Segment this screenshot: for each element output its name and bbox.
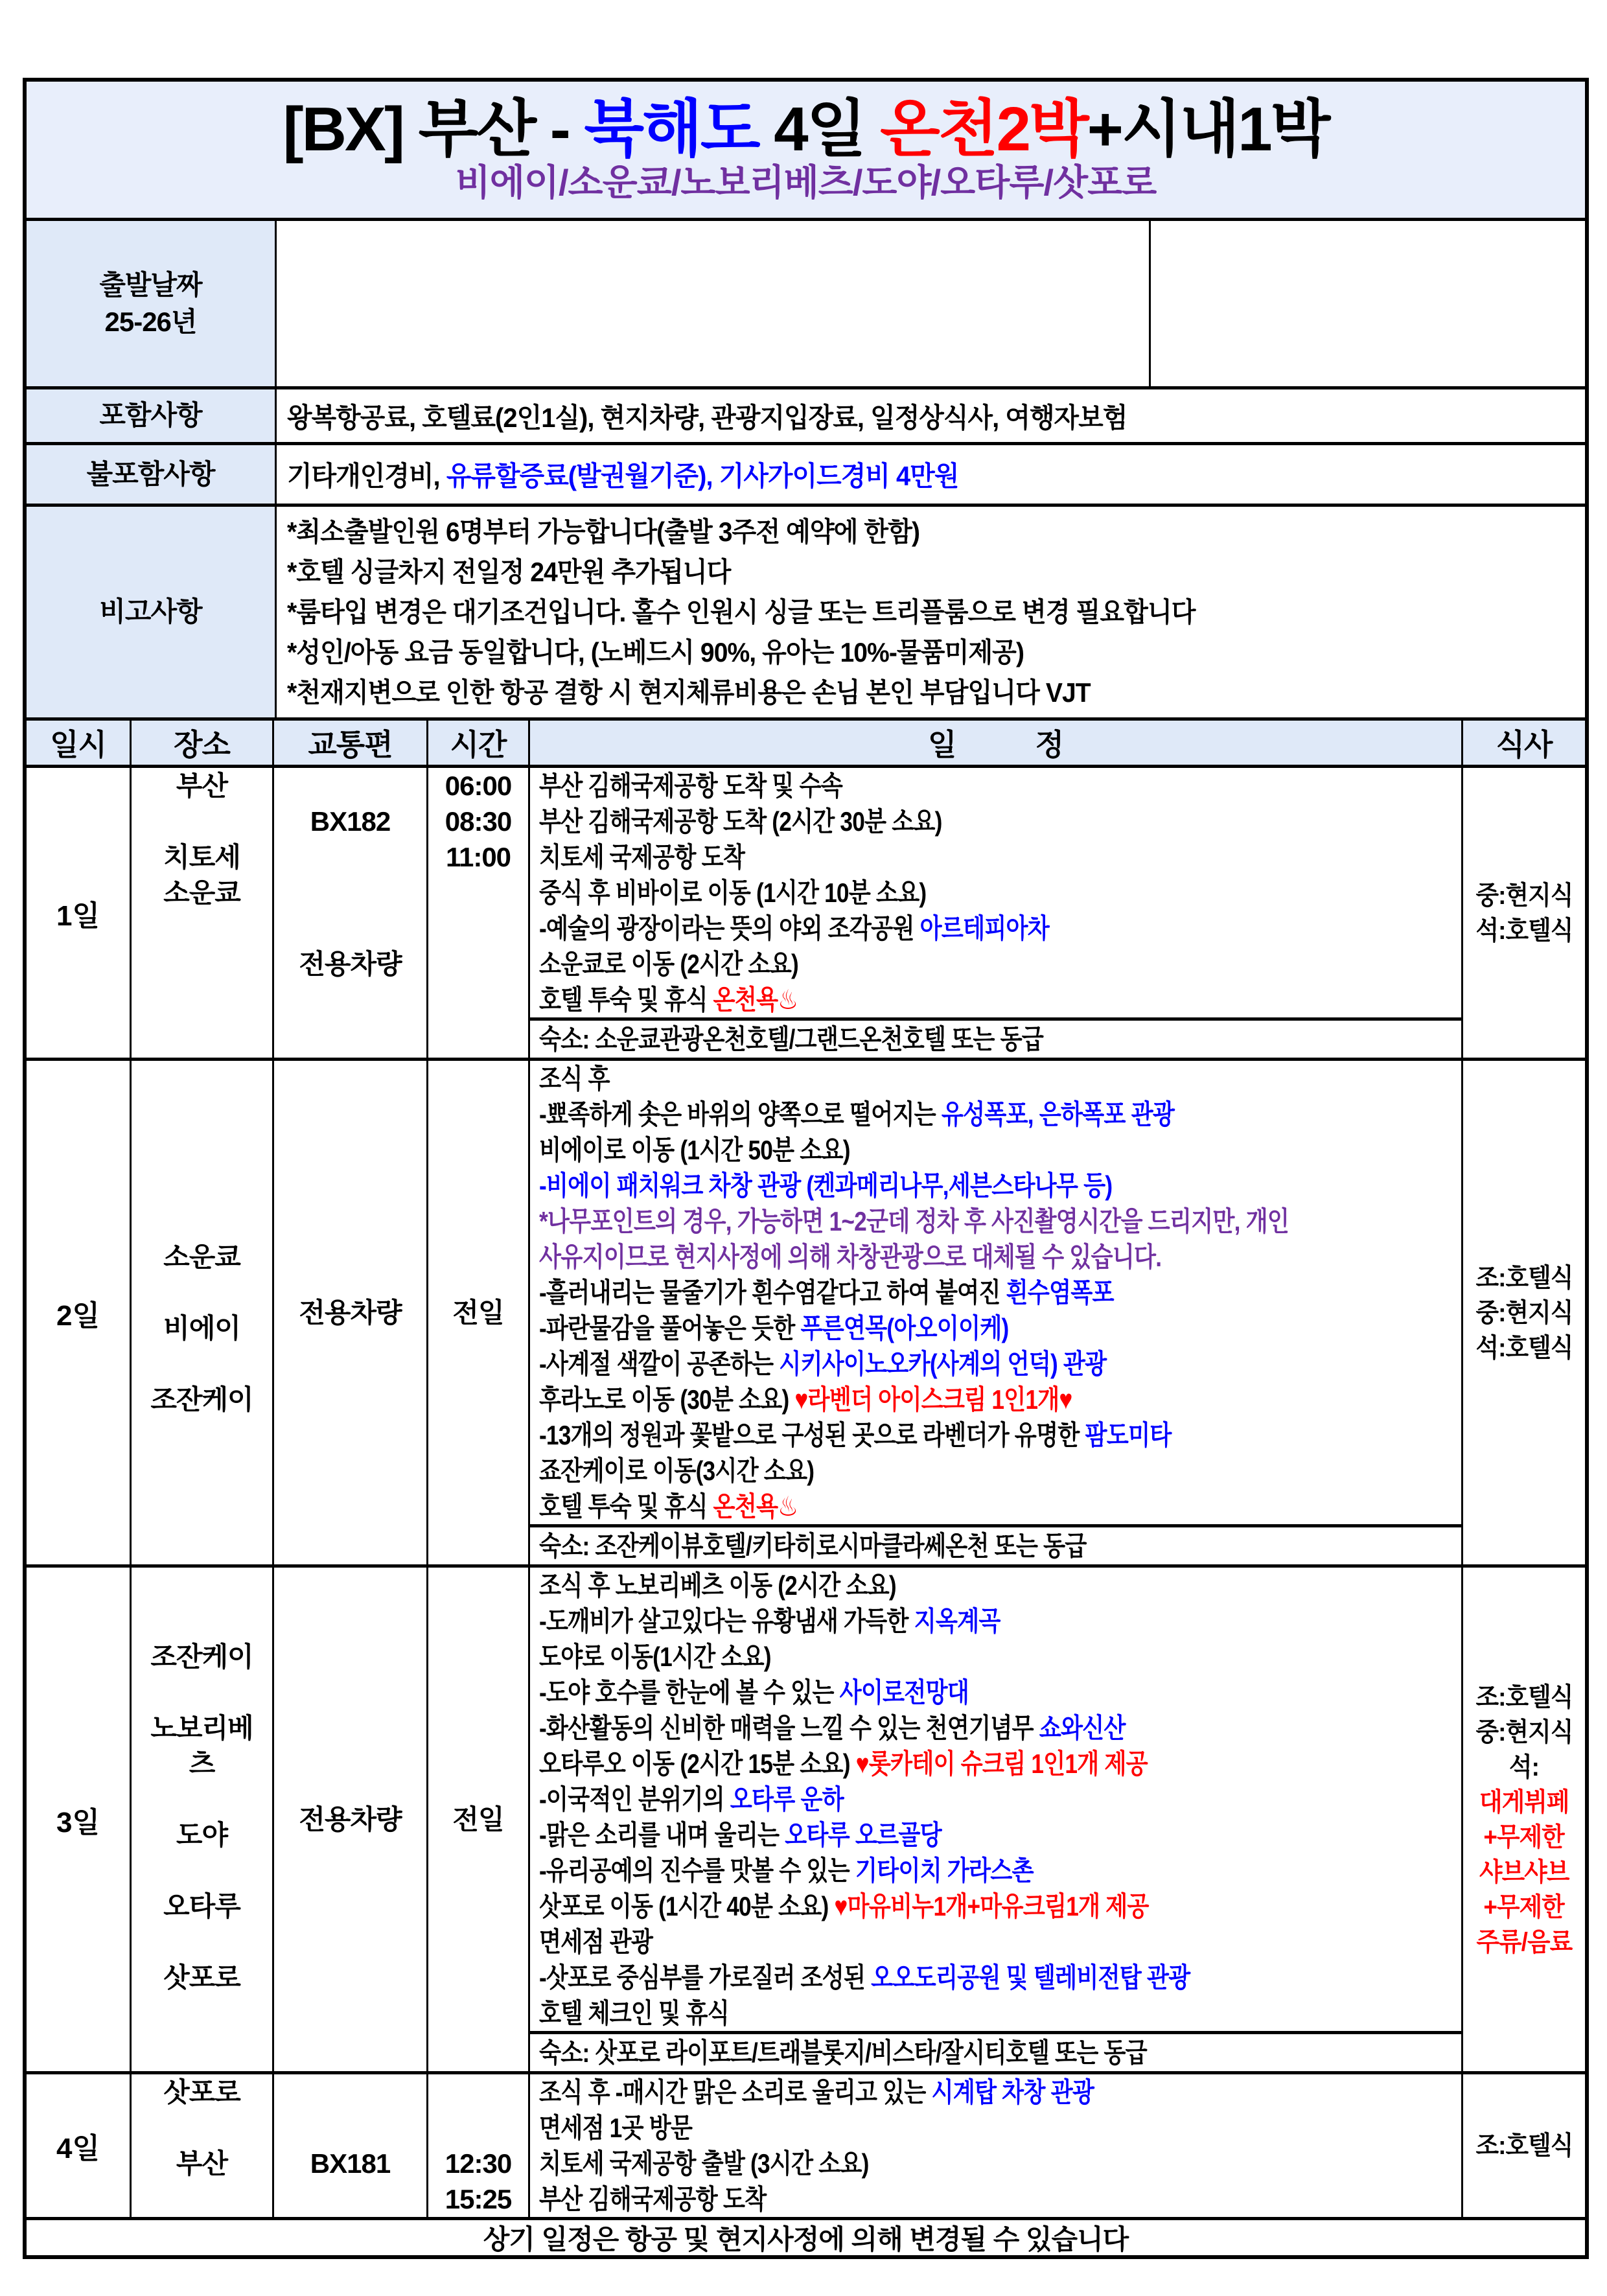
day-number: 2일	[56, 1299, 100, 1332]
meal-line: +무제한	[1483, 1892, 1565, 1921]
schedule-line	[539, 2181, 1313, 2217]
text-segment: [BX] 부산 -	[283, 94, 584, 164]
place-cell	[132, 2074, 274, 2217]
schedule-line	[539, 946, 1313, 982]
schedule-line	[539, 1132, 1313, 1168]
meal-line: 중:현지식	[1475, 1717, 1573, 1746]
lodging-text: 숙소: 삿포로 라이포트/트래블롯지/비스타/잘시티호텔 또는 동급	[539, 2037, 1147, 2068]
place-label: 츠	[189, 1748, 215, 1779]
text-segment: 호텔 체크인 및 휴식	[539, 1998, 729, 2028]
schedule-line	[539, 1888, 1313, 1924]
text-segment: 삿포로 이동 (1시간 40분 소요)	[539, 1891, 835, 1921]
text-segment: -맑은 소리를 내며 울리는	[539, 1820, 785, 1850]
excluded-label: 불포함사항	[86, 458, 215, 489]
text-segment: ♥라벤더 아이스크림 1인1개♥	[794, 1384, 1072, 1415]
text-segment: 후라노로 이동 (30분 소요)	[539, 1384, 795, 1415]
day-row	[27, 2074, 1585, 2220]
text-segment: ♥마유비누1개+마유크림1개 제공	[834, 1891, 1149, 1921]
included-label-cell	[27, 389, 277, 442]
schedule-cell	[530, 2074, 1463, 2217]
text-segment: 사이로전망대	[839, 1677, 969, 1708]
meal-line: 중:현지식	[1475, 1298, 1573, 1327]
meal-cell	[1463, 768, 1585, 1058]
schedule-header-row	[27, 721, 1585, 768]
text-segment: 사유지이므로 현지사정에 의해 차창관광으로 대체될 수 있습니다.	[539, 1242, 1162, 1272]
text-segment: 호텔 투숙 및 휴식	[539, 1491, 713, 1522]
text-segment: 중식 후 비바이로 이동 (1시간 10분 소요)	[539, 877, 927, 908]
schedule-line	[539, 2110, 1313, 2146]
transport-label: BX181	[310, 2148, 391, 2179]
note-line: *룸타입 변경은 대기조건입니다. 홀수 인원시 싱글 또는 트리플룸으로 변경 필요합니다	[287, 596, 1196, 627]
text-segment: -예술의 광장이라는 뜻의 야외 조각공원	[539, 913, 920, 944]
time-label: 06:00	[445, 771, 512, 801]
text-segment: 시계탑 차창 관광	[931, 2077, 1094, 2107]
day-number: 1일	[56, 899, 100, 932]
text-segment: 부산 김해국제공항 도착 및 수속	[539, 771, 842, 801]
text-segment: 부산 김해국제공항 도착 (2시간 30분 소요)	[539, 806, 942, 837]
meal-line: 조:호텔식	[1475, 2131, 1573, 2160]
text-segment: 흰수염폭포	[1006, 1277, 1114, 1308]
place-label: 오타루	[163, 1891, 240, 1921]
meal-line: 대게뷔페	[1479, 1787, 1569, 1816]
schedule-line	[539, 2146, 1313, 2181]
schedule-line	[539, 1568, 1313, 1603]
schedule-line	[539, 1382, 1313, 1417]
transport-cell	[274, 1061, 428, 1564]
text-segment: 소운쿄로 이동 (2시간 소요)	[539, 949, 798, 979]
excluded-label-cell	[27, 445, 277, 504]
text-segment: ♥롯카테이 슈크림 1인1개 제공	[855, 1748, 1148, 1779]
transport-label: 전용차량	[299, 949, 402, 979]
note-line: *최소출발인원 6명부터 가능합니다(출발 3주전 예약에 한함)	[287, 516, 920, 547]
included-text: 왕복항공료, 호텔료(2인1실), 현지차량, 관광지입장료, 일정상식사, 여행자보험	[287, 402, 1127, 433]
text-segment: 치토세 국제공항 출발 (3시간 소요)	[539, 2148, 869, 2179]
text-segment: -사계절 색깔이 공존하는	[539, 1349, 780, 1379]
lodging-text: 숙소: 조잔케이뷰호텔/키타히로시마클라쎄온천 또는 동급	[539, 1531, 1087, 1561]
header-place: 장소	[132, 721, 274, 765]
schedule-line	[539, 1417, 1313, 1453]
text-segment: 푸른연목(아오이이케)	[800, 1313, 1009, 1343]
schedule-lines	[530, 1568, 1461, 2031]
page-title	[283, 94, 1329, 164]
time-cell	[428, 2074, 530, 2217]
schedule-line	[539, 2074, 1313, 2110]
text-segment: -비에이 패치워크 차창 관광 (켄과메리나무,세븐스타나무 등)	[539, 1170, 1113, 1201]
place-label: 부산	[176, 771, 228, 801]
transport-label: 전용차량	[299, 1804, 402, 1835]
header-transport: 교통편	[274, 721, 428, 765]
departure-label-cell	[27, 221, 277, 386]
text-segment: 오타루 운하	[730, 1784, 844, 1815]
included-content-cell	[277, 389, 1585, 442]
text-segment: 죠잔케이로 이동(3시간 소요)	[539, 1455, 815, 1486]
place-label: 조잔케이	[150, 1641, 253, 1672]
text-segment: 조식 후 -매시간 맑은 소리로 울리고 있는	[539, 2077, 932, 2107]
text-segment: -뾰족하게 솟은 바위의 양쪽으로 떨어지는	[539, 1099, 942, 1130]
schedule-line	[539, 768, 1313, 804]
text-segment: 오타루오 이동 (2시간 15분 소요)	[539, 1748, 856, 1779]
place-label: 노보리베	[150, 1713, 253, 1743]
notes-label: 비고사항	[99, 596, 202, 627]
text-segment: 비에이로 이동 (1시간 50분 소요)	[539, 1135, 850, 1165]
schedule-line	[539, 1203, 1313, 1239]
text-segment: -13개의 정원과 꽃밭으로 구성된 곳으로 라벤더가 유명한	[539, 1420, 1085, 1450]
day-row	[27, 768, 1585, 1061]
departure-label: 출발날짜	[99, 269, 202, 300]
meal-line: 중:현지식	[1475, 881, 1573, 910]
place-cell	[132, 1568, 274, 2071]
schedule-line	[539, 1924, 1313, 1960]
excluded-content-cell	[277, 445, 1585, 504]
schedule-cell	[530, 1061, 1463, 1564]
notes-row	[27, 507, 1585, 721]
day-number: 4일	[56, 2133, 100, 2164]
footer-row	[27, 2220, 1585, 2255]
schedule-lines	[530, 768, 1461, 1017]
text-segment: -이국적인 분위기의	[539, 1784, 730, 1815]
schedule-line	[539, 1310, 1313, 1346]
lodging-line	[530, 1524, 1461, 1564]
note-line: *천재지변으로 인한 항공 결항 시 현지체류비용은 손님 본인 부담입니다 VJT	[287, 677, 1091, 708]
footer-note: 상기 일정은 항공 및 현지사정에 의해 변경될 수 있습니다	[483, 2224, 1129, 2255]
schedule-line	[539, 1746, 1313, 1781]
text-segment: -흘러내리는 물줄기가 흰수염같다고 하여 붙여진	[539, 1277, 1006, 1308]
note-line: *성인/아동 요금 동일합니다, (노베드시 90%, 유아는 10%-물품미제공)	[287, 636, 1024, 667]
place-label: 삿포로	[163, 2077, 240, 2107]
text-segment: 오오도리공원 및 텔레비전탑 관광	[871, 1962, 1190, 1993]
schedule-line	[539, 839, 1313, 875]
note-line: *호텔 싱글차지 전일정 24만원 추가됩니다	[287, 556, 731, 587]
time-label: 전일	[452, 1297, 504, 1328]
text-segment: 부산 김해국제공항 도착	[539, 2184, 767, 2214]
place-label: 도야	[176, 1820, 228, 1850]
text-segment: 북해도	[584, 94, 759, 164]
schedule-lines	[530, 2074, 1461, 2217]
meal-line: 샤브샤브	[1479, 1857, 1569, 1886]
schedule-line	[539, 1675, 1313, 1710]
text-segment: 4일	[758, 94, 881, 164]
text-segment: 조식 후 노보리베츠 이동 (2시간 소요)	[539, 1570, 896, 1601]
place-cell	[132, 768, 274, 1058]
title-block	[27, 82, 1585, 221]
day-number-cell	[27, 1061, 132, 1564]
schedule-line	[539, 1639, 1313, 1675]
transport-label: BX182	[310, 806, 391, 837]
header-time: 시간	[428, 721, 530, 765]
text-segment: 팜도미타	[1085, 1420, 1172, 1450]
day-number-cell	[27, 768, 132, 1058]
schedule-line	[539, 1096, 1313, 1132]
time-label: 12:30	[445, 2148, 512, 2179]
departure-sublabel: 25-26년	[104, 306, 197, 337]
schedule-line	[539, 1168, 1313, 1203]
schedule-line	[539, 1239, 1313, 1275]
text-segment: -도야 호수를 한눈에 볼 수 있는	[539, 1677, 840, 1708]
excluded-text-black: 기타개인경비,	[287, 461, 446, 491]
text-segment: *나무포인트의 경우, 가능하면 1~2군데 정차 후 사진촬영시간을 드리지만, 개인	[539, 1206, 1289, 1236]
time-label: 11:00	[445, 842, 511, 872]
text-segment: 지옥계곡	[914, 1606, 1000, 1636]
meal-line: 주류/음료	[1476, 1927, 1572, 1956]
notes-label-cell	[27, 507, 277, 717]
schedule-line	[539, 1995, 1313, 2031]
text-segment: 온천욕♨	[713, 984, 798, 1015]
meal-line: 조:호텔식	[1475, 1263, 1573, 1292]
header-meals: 식사	[1463, 721, 1585, 765]
schedule-line	[539, 1817, 1313, 1853]
schedule-cell	[530, 1568, 1463, 2071]
schedule-line	[539, 1603, 1313, 1639]
lodging-line	[530, 2031, 1461, 2071]
text-segment: 도야로 이동(1시간 소요)	[539, 1641, 771, 1672]
included-row	[27, 389, 1585, 445]
time-label: 08:30	[445, 806, 512, 837]
text-segment: 아르테피아차	[919, 913, 1050, 944]
meal-line: +무제한	[1483, 1822, 1565, 1851]
notes-content-cell	[277, 507, 1585, 717]
departure-dates-cell-2	[1151, 221, 1585, 386]
itinerary-document	[23, 78, 1589, 2259]
departure-row	[27, 221, 1585, 389]
departure-dates-cell-1	[277, 221, 1151, 386]
text-segment: 쇼와신산	[1039, 1713, 1126, 1743]
meal-line: 석:	[1509, 1752, 1539, 1781]
text-segment: 기타이치 가라스촌	[855, 1855, 1034, 1886]
schedule-line	[539, 875, 1313, 910]
schedule-cell	[530, 768, 1463, 1058]
text-segment: -유리공예의 진수를 맛볼 수 있는	[539, 1855, 855, 1886]
transport-label: 전용차량	[299, 1297, 402, 1328]
text-segment: 오타루 오르골당	[785, 1820, 942, 1850]
time-label: 전일	[452, 1804, 504, 1835]
schedule-lines	[530, 1061, 1461, 1524]
place-label: 소운쿄	[163, 1242, 240, 1272]
meal-line: 석:호텔식	[1475, 1333, 1573, 1362]
text-segment: -화산활동의 신비한 매력을 느낄 수 있는 천연기념무	[539, 1713, 1039, 1743]
time-cell	[428, 768, 530, 1058]
schedule-line	[539, 982, 1313, 1017]
transport-cell	[274, 1568, 428, 2071]
day-row	[27, 1061, 1585, 1568]
schedule-line	[539, 1853, 1313, 1888]
text-segment: 조식 후	[539, 1063, 610, 1094]
text-segment: 치토세 국제공항 도착	[539, 842, 745, 872]
schedule-line	[539, 1346, 1313, 1382]
transport-cell	[274, 768, 428, 1058]
text-segment: 온천욕♨	[713, 1491, 798, 1522]
text-segment: 시키사이노오카(사계의 언덕) 관광	[779, 1349, 1107, 1379]
meal-line: 석:호텔식	[1475, 916, 1573, 945]
text-segment: -파란물감을 풀어놓은 듯한	[539, 1313, 801, 1343]
header-datetime: 일시	[27, 721, 132, 765]
day-rows-container	[27, 768, 1585, 2220]
header-itinerary: 일 정	[530, 721, 1463, 765]
schedule-line	[539, 804, 1313, 839]
text-segment: 온천2박	[880, 94, 1087, 164]
time-cell	[428, 1061, 530, 1564]
lodging-text: 숙소: 소운쿄관광온천호텔/그랜드온천호텔 또는 동급	[539, 1024, 1044, 1054]
place-label: 삿포로	[163, 1962, 240, 1993]
text-segment: 면세점 1곳 방문	[539, 2113, 693, 2143]
schedule-line	[539, 1781, 1313, 1817]
place-label: 소운쿄	[163, 877, 240, 908]
excluded-row	[27, 445, 1585, 507]
text-segment: 호텔 투숙 및 휴식	[539, 984, 713, 1015]
day-number-cell	[27, 1568, 132, 2071]
included-label: 포함사항	[99, 400, 202, 431]
day-number-cell	[27, 2074, 132, 2217]
transport-cell	[274, 2074, 428, 2217]
time-cell	[428, 1568, 530, 2071]
text-segment: +시내1박	[1087, 94, 1329, 164]
schedule-line	[539, 1453, 1313, 1489]
place-label: 비에이	[163, 1313, 240, 1343]
schedule-line	[539, 1489, 1313, 1524]
text-segment: 유성폭포, 은하폭포 관광	[941, 1099, 1175, 1130]
schedule-line	[539, 1960, 1313, 1995]
schedule-line	[539, 1275, 1313, 1310]
lodging-line	[530, 1017, 1461, 1058]
time-label: 15:25	[445, 2184, 512, 2214]
text-segment: 면세점 관광	[539, 1927, 653, 1957]
text-segment: -삿포로 중심부를 가로질러 조성된	[539, 1962, 872, 1993]
excluded-text-blue: 유류할증료(발권월기준), 기사가이드경비 4만원	[446, 461, 959, 491]
place-label: 치토세	[163, 842, 240, 872]
place-label: 조잔케이	[150, 1384, 253, 1415]
day-row	[27, 1568, 1585, 2074]
excluded-text	[287, 455, 1520, 494]
schedule-line	[539, 910, 1313, 946]
place-cell	[132, 1061, 274, 1564]
schedule-line	[539, 1061, 1313, 1096]
day-number: 3일	[56, 1806, 100, 1838]
text-segment: -도깨비가 살고있다는 유황냄새 가득한	[539, 1606, 914, 1636]
meal-cell	[1463, 1568, 1585, 2071]
page-subtitle: 비에이/소운쿄/노보리베츠/도야/오타루/삿포로	[455, 161, 1157, 203]
place-label: 부산	[176, 2148, 228, 2179]
meal-cell	[1463, 1061, 1585, 1564]
meal-cell	[1463, 2074, 1585, 2217]
meal-line: 조:호텔식	[1475, 1682, 1573, 1711]
schedule-line	[539, 1710, 1313, 1746]
